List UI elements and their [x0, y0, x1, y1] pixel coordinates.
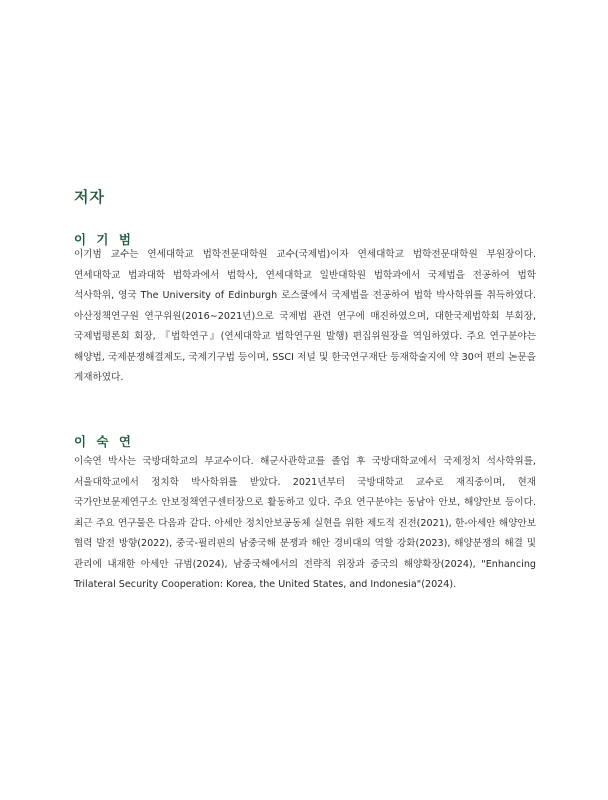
document-page [74, 0, 536, 800]
section-title: 저자 [74, 188, 105, 206]
author-name-1: 이 기 범 [74, 232, 134, 247]
author-bio-2: 이숙연 박사는 국방대학교의 부교수이다. 해군사관학교를 졸업 후 국방대학교에서 국제정치 석사학위를, 서울대학교에서 정치학 박사학위를 받았다. 2021년부터 국방대학교 교수로 재직중이며, 현재 국가안보문제연구소 안보정책연구센터장으로 활동하고 있다. 주요 연구분야는 동남아 안보, 해양안보 등이다. 최근 주요 연구물은 다음과 같다. 아세안 정치안보공동체 실현을 위한 제도적 진전(2021), 한-아세안 해양안보 협력 발전 방향(2022), 중국-필리핀의 남중국해 분쟁과 해안 경비대의 역할 강화(2023), 해양분쟁의 해결 및 관리에 내재한 아세안 규범(2024), 남중국해에서의 전략적 위장과 중국의 해양확장(2024), "Enhancing Trilateral Security Cooperation: Korea, the United States, and Indonesia"(2024). [74, 456, 536, 590]
author-name-2: 이 숙 연 [74, 434, 134, 449]
author-bio-1: 이기범 교수는 연세대학교 법학전문대학원 교수(국제법)이자 연세대학교 법학전문대학원 부원장이다. 연세대학교 법과대학 법학과에서 법학사, 연세대학교 일반대학원 법학과에서 국제법을 전공하여 법학 석사학위, 영국 The University of Edinburgh 로스쿨에서 국제법을 전공하여 법학 박사학위를 취득하였다. 아산정책연구원 연구위원(2016∼2021년)으로 국제법 관련 연구에 매진하였으며, 대한국제법학회 부회장, 국제법평론회 회장, 『법학연구』(연세대학교 법학연구원 발행) 편집위원장을 역임하였다. 주요 연구분야는 해양법, 국제분쟁해결제도, 국제기구법 등이며, SSCI 저널 및 한국연구재단 등재학술지에 약 30여 편의 논문을 게재하였다. [74, 249, 536, 383]
